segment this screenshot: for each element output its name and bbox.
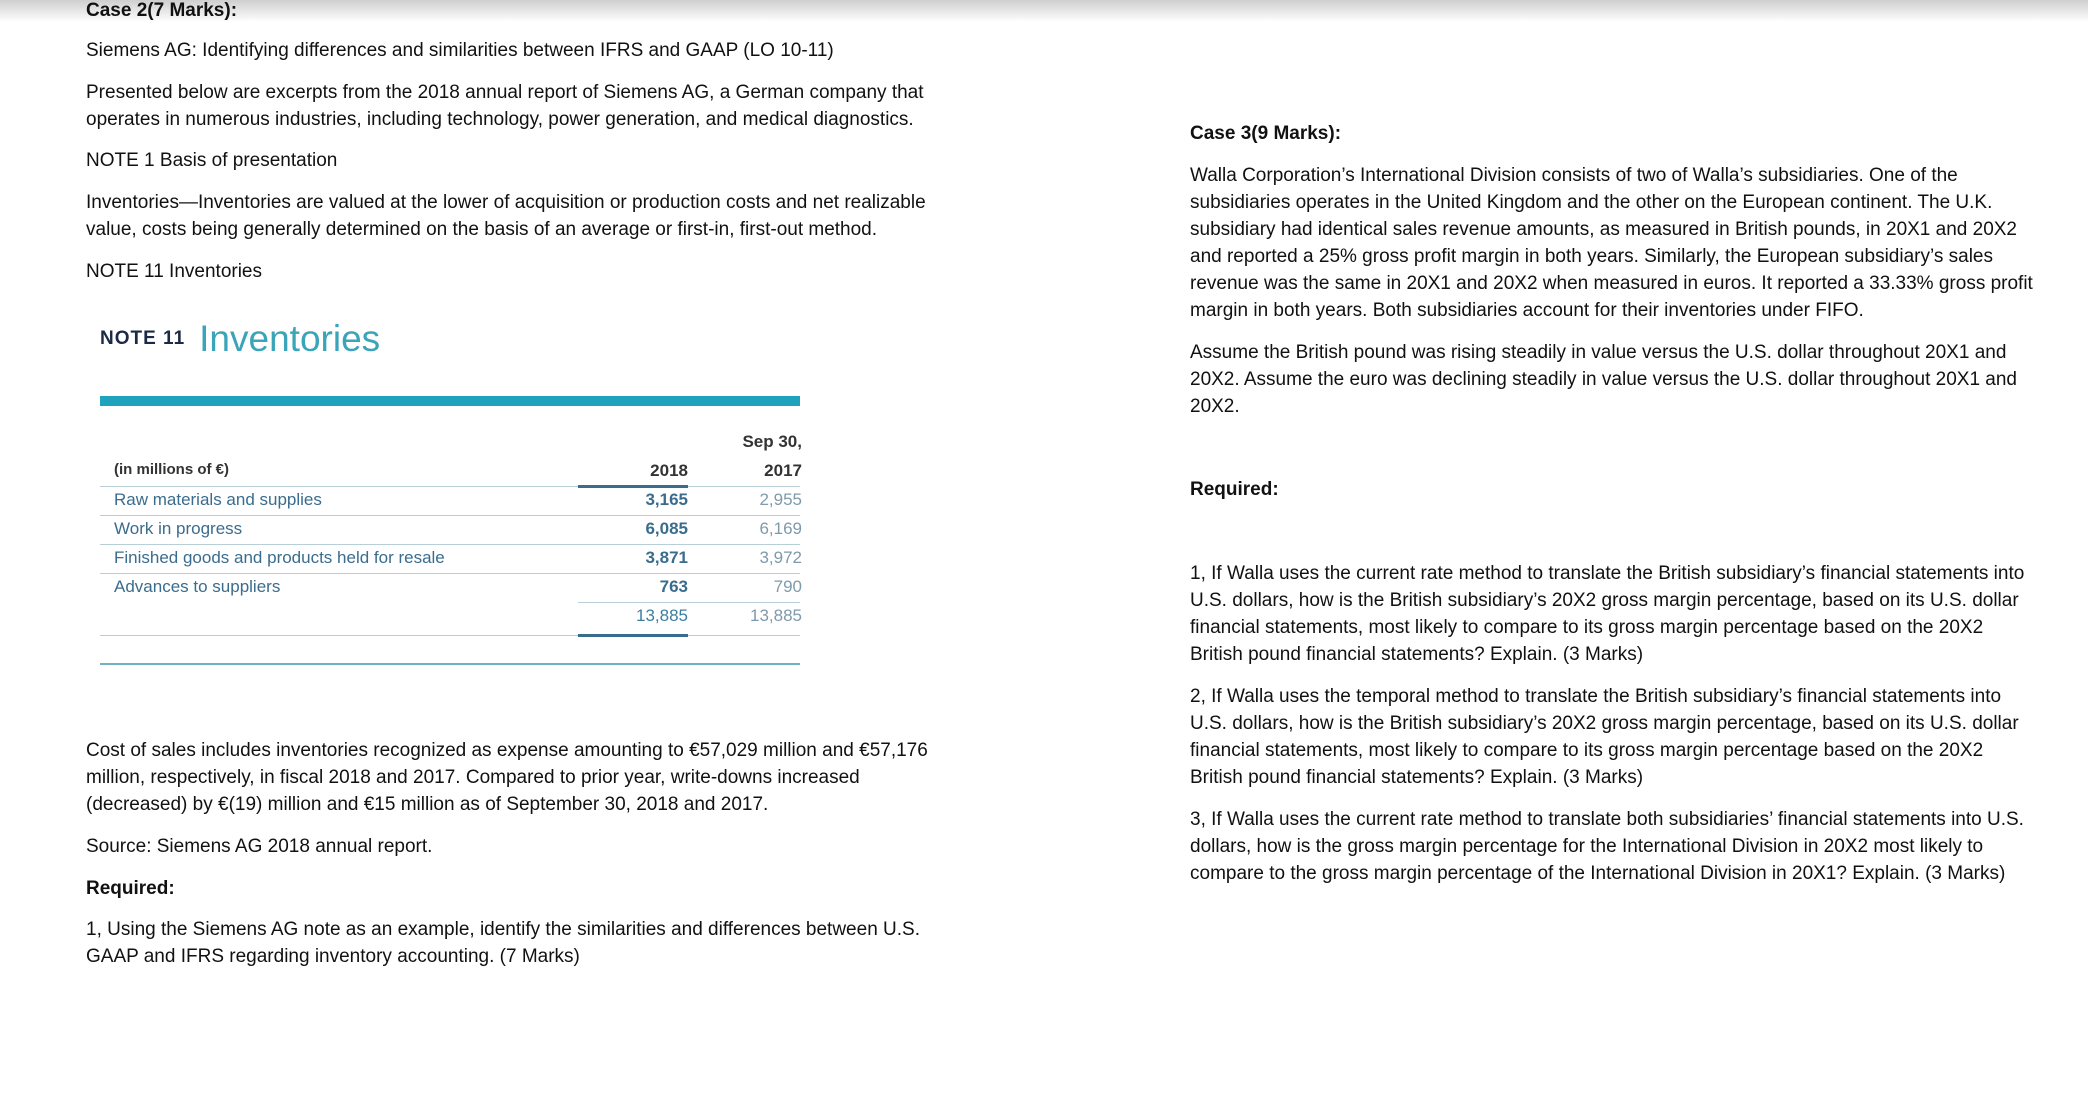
header-rule bbox=[100, 486, 800, 487]
case3-p2-line: 20X2. Assume the euro was declining steadily in value versus the U.S. dollar throughout 20X1 and bbox=[1190, 369, 2018, 390]
row-wip-label: Work in progress bbox=[114, 519, 243, 538]
note11-header bbox=[100, 318, 380, 360]
case2-cost-line1: Cost of sales includes inventories recognized as expense amounting to €57,029 million and €57,176 bbox=[86, 740, 928, 761]
case2-inventories-line2: value, costs being generally determined on the basis of an average or first-in, first-out method. bbox=[86, 219, 878, 240]
case2-required: Required: bbox=[86, 878, 175, 899]
row-rule bbox=[100, 573, 800, 574]
row-raw-materials-2017: 2,955 bbox=[759, 490, 802, 509]
case3-p1-line: revenue was the same in 20X1 and 20X2 when measured in euros. It reported a 33.33% gross profit bbox=[1190, 273, 2033, 294]
row-finished-goods-2018: 3,871 bbox=[645, 548, 688, 567]
row-advances-label: Advances to suppliers bbox=[114, 577, 281, 596]
case3-q3-line: dollars, how is the gross margin percentage for the International Division in 20X2 most likely to bbox=[1190, 836, 1984, 857]
case3-q2-line: financial statements, most likely to compare to its gross margin percentage based on the 20X2 bbox=[1190, 740, 1984, 761]
row-rule bbox=[100, 515, 800, 516]
case3-q2-line: British pound financial statements? Explain. (3 Marks) bbox=[1190, 767, 1644, 788]
row-wip-2018: 6,085 bbox=[645, 519, 688, 538]
case3-p1-line: subsidiary had identical sales revenue amounts, as measured in British pounds, in 20X1 and 20X2 bbox=[1190, 219, 2018, 240]
case3-q2-line: 2, If Walla uses the temporal method to translate the British subsidiary’s financial statements into bbox=[1190, 686, 2002, 707]
case2-heading: Case 2(7 Marks): bbox=[86, 0, 238, 21]
case2-note1: NOTE 1 Basis of presentation bbox=[86, 150, 338, 171]
total-rule-bottom bbox=[100, 635, 800, 636]
row-finished-goods-2017: 3,972 bbox=[759, 548, 802, 567]
total-rule bbox=[578, 602, 800, 603]
case3-q1-line: British pound financial statements? Explain. (3 Marks) bbox=[1190, 644, 1644, 665]
case3-heading: Case 3(9 Marks): bbox=[1190, 123, 1342, 144]
row-raw-materials-label: Raw materials and supplies bbox=[114, 490, 322, 509]
case3-q3-line: compare to the gross margin percentage of the International Division in 20X1? Explain. (3 Marks) bbox=[1190, 863, 2006, 884]
case2-title: Siemens AG: Identifying differences and similarities between IFRS and GAAP (LO 10-11) bbox=[86, 40, 834, 61]
row-advances-2018: 763 bbox=[659, 577, 688, 596]
total-2017: 13,885 bbox=[750, 606, 802, 625]
case3-p1-line: Walla Corporation’s International Division consists of two of Walla’s subsidiaries. One of the bbox=[1190, 165, 1958, 186]
case3-q1-line: U.S. dollars, how is the British subsidiary’s 20X2 gross margin percentage, based on its U.S. dollar bbox=[1190, 590, 2019, 611]
case2-cost-line2: million, respectively, in fiscal 2018 and 2017. Compared to prior year, write-downs increased bbox=[86, 767, 860, 788]
case3-q3-line: 3, If Walla uses the current rate method to translate both subsidiaries’ financial statements into U.S. bbox=[1190, 809, 2024, 830]
case2-note11: NOTE 11 Inventories bbox=[86, 261, 263, 282]
total-2018: 13,885 bbox=[636, 606, 688, 625]
note11-label: NOTE 11 bbox=[100, 328, 186, 349]
total-rule-2018 bbox=[578, 634, 688, 637]
case2-q1-line2: GAAP and IFRS regarding inventory accounting. (7 Marks) bbox=[86, 946, 580, 967]
col-2017-header-line2: 2017 bbox=[764, 461, 802, 480]
case3-p2-line: Assume the British pound was rising steadily in value versus the U.S. dollar throughout 20X1 and bbox=[1190, 342, 2007, 363]
table-bottom-rule bbox=[100, 663, 800, 665]
inventories-table bbox=[100, 420, 800, 670]
case2-inventories-line1: Inventories—Inventories are valued at the lower of acquisition or production costs and net realizable bbox=[86, 192, 926, 213]
case2-source: Source: Siemens AG 2018 annual report. bbox=[86, 836, 433, 857]
col-2017-header-line1: Sep 30, bbox=[742, 432, 802, 451]
row-raw-materials-2018: 3,165 bbox=[645, 490, 688, 509]
row-finished-goods-label: Finished goods and products held for resale bbox=[114, 548, 445, 567]
case2-cost-line3: (decreased) by €(19) million and €15 million as of September 30, 2018 and 2017. bbox=[86, 794, 769, 815]
col-2018-header: 2018 bbox=[650, 461, 688, 480]
row-advances-2017: 790 bbox=[773, 577, 802, 596]
row-rule bbox=[100, 544, 800, 545]
note11-title: Inventories bbox=[199, 318, 381, 359]
case3-q1-line: financial statements, most likely to compare to its gross margin percentage based on the 20X2 bbox=[1190, 617, 1984, 638]
case2-intro-line2: operates in numerous industries, including technology, power generation, and medical diagnostics. bbox=[86, 109, 914, 130]
note11-teal-bar bbox=[100, 396, 800, 406]
units-label: (in millions of €) bbox=[114, 461, 229, 478]
case3-q1-line: 1, If Walla uses the current rate method to translate the British subsidiary’s financial statements into bbox=[1190, 563, 2025, 584]
case3-required: Required: bbox=[1190, 479, 1279, 500]
top-shadow bbox=[0, 0, 2088, 22]
case3-p1-line: subsidiaries operates in the United Kingdom and the other on the European continent. The U.K. bbox=[1190, 192, 1993, 213]
row-wip-2017: 6,169 bbox=[759, 519, 802, 538]
header-rule-2018 bbox=[578, 485, 688, 488]
case3-p1-line: and reported a 25% gross profit margin in both years. Similarly, the European subsidiary’s sales bbox=[1190, 246, 1993, 267]
case3-p1-line: margin in both years. Both subsidiaries account for their inventories under FIFO. bbox=[1190, 300, 1864, 321]
case3-p2-line: 20X2. bbox=[1190, 396, 1240, 417]
case2-q1-line1: 1, Using the Siemens AG note as an example, identify the similarities and differences between U.S. bbox=[86, 919, 920, 940]
case3-q2-line: U.S. dollars, how is the British subsidiary’s 20X2 gross margin percentage, based on its U.S. dollar bbox=[1190, 713, 2019, 734]
case2-intro-line1: Presented below are excerpts from the 2018 annual report of Siemens AG, a German company that bbox=[86, 82, 924, 103]
